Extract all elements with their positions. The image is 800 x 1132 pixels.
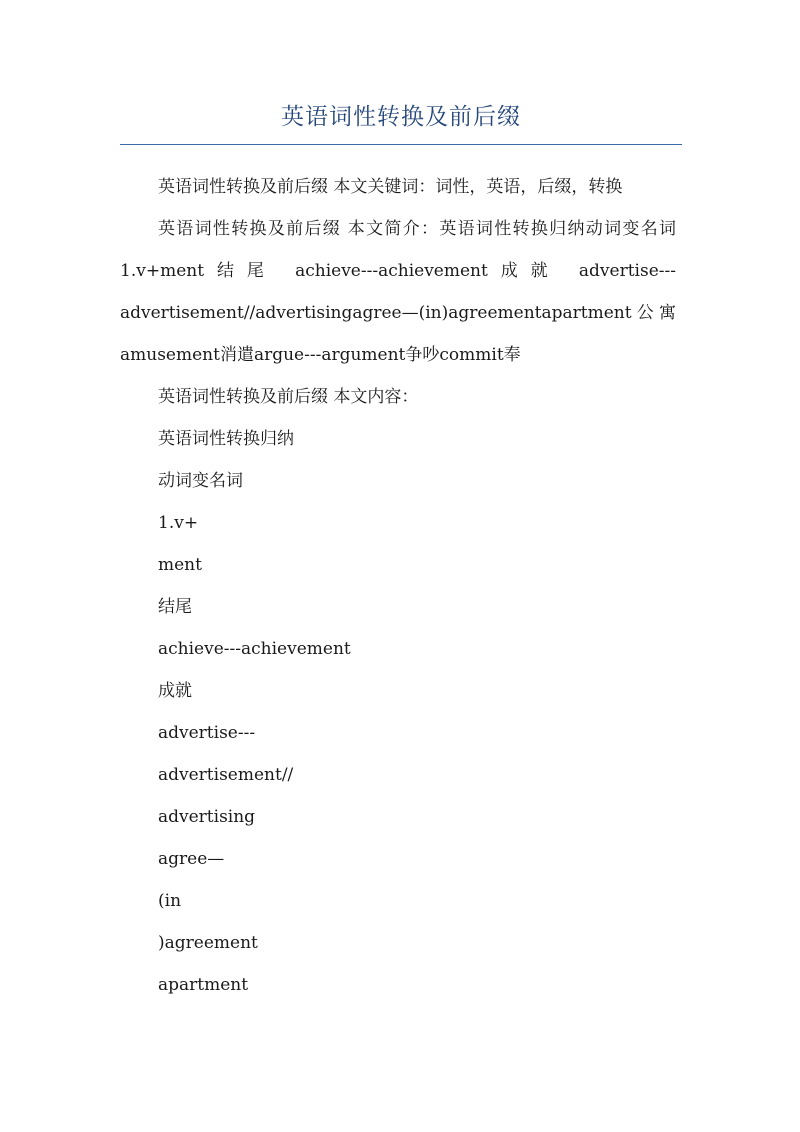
body-line: advertisement// <box>158 765 294 785</box>
body-line: 1.v+ <box>158 513 199 533</box>
body-line: advertising <box>158 807 256 827</box>
content-label: 英语词性转换及前后缀 本文内容： <box>158 387 419 407</box>
body-line: 英语词性转换归纳 <box>158 429 294 449</box>
body-line: )agreement <box>158 933 258 953</box>
body-line: apartment <box>158 975 249 995</box>
summary-paragraph: 英语词性转换及前后缀 本文简介：英语词性转换归纳动词变名词 1.v+ment结尾 achieve---achievement成就 advertise---advertisement//advertisingagree—(in)agreementapartment公寓amusement消遣argue---argument争吵commit奉 <box>120 219 676 365</box>
body-line: achieve---achievement <box>158 639 351 659</box>
document-title: 英语词性转换及前后缀 <box>281 104 521 130</box>
body-line: advertise--- <box>158 723 256 743</box>
body-line: ment <box>158 555 202 575</box>
title-underline <box>120 144 682 145</box>
body-line: agree— <box>158 849 225 869</box>
body-line: 成就 <box>158 681 192 701</box>
body-line: 动词变名词 <box>158 471 243 491</box>
body-line: 结尾 <box>158 597 192 617</box>
keywords-paragraph: 英语词性转换及前后缀 本文关键词：词性，英语，后缀，转换 <box>158 177 623 197</box>
body-line: (in <box>158 891 182 911</box>
